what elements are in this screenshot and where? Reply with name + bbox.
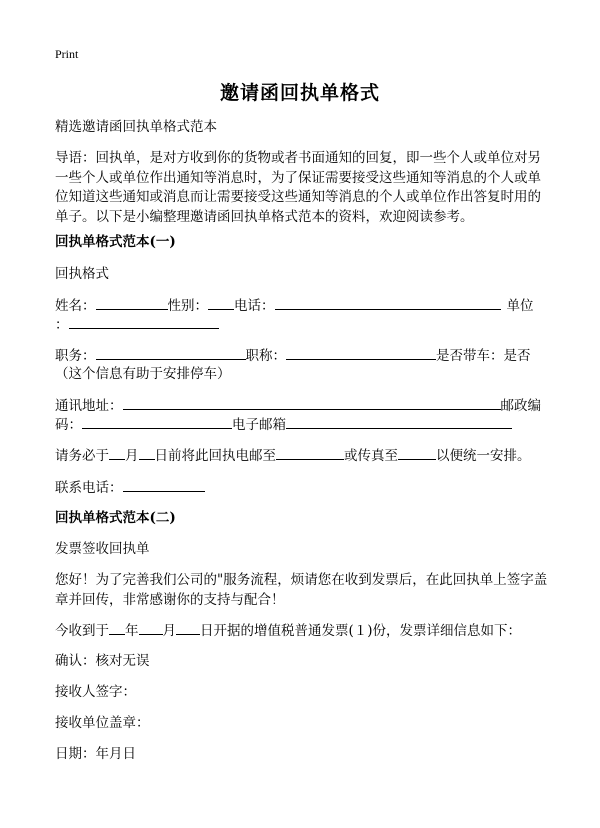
received-year: 年 — [125, 623, 139, 639]
contact-line — [55, 478, 205, 498]
received-part1: 今收到于 — [55, 623, 109, 639]
date-line: 日期：年月日 — [55, 746, 136, 762]
deadline-email-blank[interactable] — [276, 446, 344, 460]
unit-blank[interactable] — [69, 315, 219, 329]
deadline-day: 日前将此回执电邮至 — [154, 448, 276, 464]
unit-label: 单位 — [506, 298, 534, 314]
car-note: （这个信息有助于安排停车） — [55, 366, 231, 382]
gender-label: 性别： — [167, 298, 208, 314]
postal-label-2: 码： — [55, 417, 82, 433]
deadline-line — [55, 446, 531, 466]
received-rest: 日开据的增值税普通发票(１)份，发票详细信息如下： — [200, 623, 522, 639]
deadline-fax-blank[interactable] — [398, 446, 436, 460]
car-label: 是否带车：是否 — [436, 348, 531, 364]
postal-email-line — [55, 415, 512, 435]
subtitle: 精选邀请函回执单格式范本 — [55, 119, 217, 135]
phone-label: 电话： — [234, 298, 275, 314]
position-blank[interactable] — [96, 346, 246, 360]
deadline-month: 月 — [125, 448, 139, 464]
receipt-format-label: 回执格式 — [55, 266, 109, 282]
greeting-paragraph: 您好！为了完善我们公司的"服务流程，烦请您在收到发票后，在此回执单上签字盖章并回传，非常感谢你的支持与配合！ — [55, 572, 548, 608]
position-label: 职务： — [55, 348, 96, 364]
received-year-blank[interactable] — [109, 621, 125, 635]
gender-blank[interactable] — [208, 296, 234, 310]
received-line — [55, 621, 521, 641]
address-blank[interactable] — [123, 396, 501, 410]
name-gender-phone-line — [55, 296, 534, 316]
page-title: 邀请函回执单格式 — [219, 82, 380, 104]
intro-paragraph: 导语：回执单，是对方收到你的货物或者书面通知的回复，即一些个人或单位对另一些个人或单位作出通知等消息时，为了保证需要接受这些通知等消息的个人或单位知道这些通知或消息而让需要接受这些通知等消息的个人或单位作出答复时用的单子。以下是小编整理邀请函回执单格式范本的资料，欢迎阅读参考。 — [55, 150, 541, 225]
contact-label: 联系电话： — [55, 480, 123, 496]
deadline-end: 以便统一安排。 — [436, 448, 531, 464]
postal-blank[interactable] — [82, 415, 232, 429]
address-label: 通讯地址： — [55, 398, 123, 414]
title-blank[interactable] — [286, 346, 436, 360]
contact-blank[interactable] — [123, 478, 205, 492]
deadline-fax: 或传真至 — [344, 448, 398, 464]
title-label: 职称： — [245, 348, 286, 364]
unit-colon: ： — [55, 317, 69, 333]
stamp-line: 接收单位盖章： — [55, 715, 150, 731]
name-label: 姓名： — [55, 298, 96, 314]
deadline-day-blank[interactable] — [139, 446, 155, 460]
email-label: 电子邮箱 — [232, 417, 286, 433]
address-line — [55, 396, 541, 416]
received-day-blank[interactable] — [176, 621, 200, 635]
invoice-receipt-label: 发票签收回执单 — [55, 541, 150, 557]
deadline-month-blank[interactable] — [109, 446, 125, 460]
print-label[interactable]: Print — [55, 47, 79, 61]
received-month-blank[interactable] — [139, 621, 163, 635]
deadline-part1: 请务必于 — [55, 448, 109, 464]
received-month: 月 — [162, 623, 176, 639]
confirm-line: 确认：核对无误 — [55, 653, 150, 669]
email-blank[interactable] — [286, 415, 512, 429]
section2-heading: 回执单格式范本(二) — [55, 510, 176, 526]
postal-label: 邮政编 — [500, 398, 541, 414]
signer-line: 接收人签字： — [55, 684, 136, 700]
name-blank[interactable] — [96, 296, 168, 310]
position-line — [55, 346, 531, 366]
section1-heading: 回执单格式范本(一) — [55, 234, 176, 250]
phone-blank[interactable] — [275, 296, 501, 310]
unit-line — [55, 315, 219, 335]
